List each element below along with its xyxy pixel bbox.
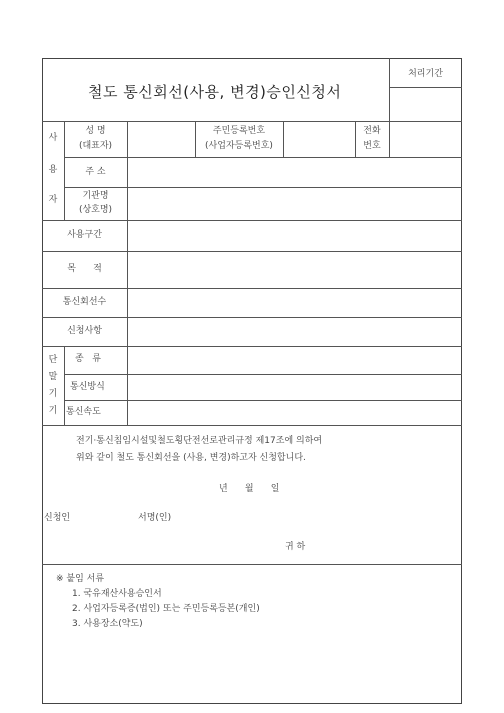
col-line (64, 346, 65, 425)
purpose-field[interactable] (128, 252, 462, 288)
name-label: 성 명 (85, 126, 106, 136)
name-field[interactable] (128, 122, 195, 157)
reg-number-label: 주민등록번호 (212, 126, 266, 136)
attachments-heading: ※ 붙임 서류 (56, 574, 105, 584)
type-field[interactable] (128, 347, 462, 374)
requests-field[interactable] (128, 318, 462, 346)
requests-label: 신청사항 (67, 326, 102, 336)
recipient-label: 귀 하 (285, 542, 306, 552)
row-line (42, 564, 462, 565)
attachment-item-2: 2. 사업자등록증(법인) 또는 주민등록등본(개인) (72, 604, 260, 614)
org-sub-label: (상호명) (78, 205, 113, 215)
line-count-label: 통신회선수 (62, 297, 107, 307)
method-field[interactable] (128, 375, 462, 400)
speed-label: 통신속도 (66, 407, 101, 417)
applicant-name-field[interactable] (80, 508, 136, 526)
form-title: 철도 통신회선(사용, 변경)승인신청서 (88, 83, 342, 101)
terminal-side-label-3: 기 (48, 389, 58, 399)
signature-label: 서명(인) (138, 513, 172, 523)
terminal-side-label-2: 말 (48, 372, 58, 382)
applicant-side-label-1: 사 (48, 133, 58, 143)
terminal-side-label-1: 단 (48, 355, 58, 365)
statement-line-1: 전기·통신침임시설및철도횡단전선로관리규정 제17조에 의하여 (76, 436, 323, 446)
processing-period-label: 처리기간 (408, 69, 443, 79)
reg-number-sub-label: (사업자등록번호) (205, 141, 273, 151)
section-label: 사용구간 (67, 230, 102, 240)
applicant-side-label-2: 용 (48, 165, 58, 175)
purpose-label: 목 적 (67, 264, 102, 274)
applicant-side-label-3: 자 (48, 195, 58, 205)
section-field[interactable] (128, 221, 462, 251)
phone-field[interactable] (390, 122, 462, 157)
address-label: 주 소 (85, 167, 106, 177)
date-line: 년 월 일 (219, 484, 280, 494)
phone-label: 전화 (363, 126, 381, 136)
attachment-item-1: 1. 국유재산사용승인서 (72, 589, 162, 599)
terminal-side-label-4: 기 (48, 406, 58, 416)
speed-field[interactable] (128, 401, 462, 425)
row-line (42, 425, 462, 426)
address-field[interactable] (128, 158, 462, 187)
type-label: 종 류 (75, 354, 101, 364)
processing-period-value (389, 88, 462, 121)
reg-number-field[interactable] (284, 122, 355, 157)
attachment-item-3: 3. 사용장소(약도) (72, 619, 143, 629)
name-sub-label: (대표자) (78, 141, 113, 151)
applicant-label: 신청인 (44, 513, 71, 523)
line-count-field[interactable] (128, 289, 462, 317)
method-label: 통신방식 (70, 382, 105, 392)
statement-line-2: 위와 같이 철도 통신회선을 (사용, 변경)하고자 신청합니다. (76, 453, 306, 463)
org-label: 기관명 (82, 191, 109, 201)
org-field[interactable] (128, 188, 462, 220)
phone-sub-label: 번호 (363, 141, 381, 151)
